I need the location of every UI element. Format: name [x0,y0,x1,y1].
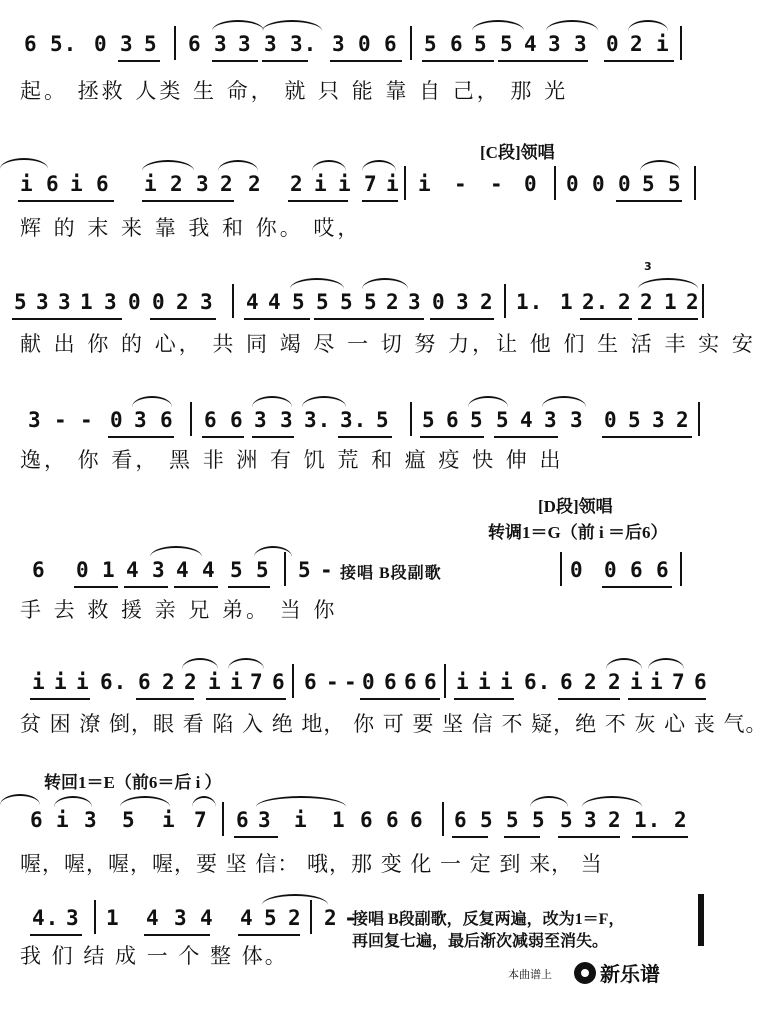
footer-note: 本曲谱上 [508,968,552,981]
notation-row-6: i i i 6. 6 2 2 i i 7 6 6 - - 0 6 6 6 i i i 6. 6 2 2 i i 7 6 [14,668,690,700]
instruction-line-2: 再回复七遍，最后渐次减弱至消失。 [352,933,609,950]
lyrics-row-2: 辉 的 末 来 靠 我 和 你。 哎， [20,216,362,240]
lyrics-row-8: 我 们 结 成 一 个 整 体。 [20,944,288,968]
lyrics-row-3: 献 出 你 的 心， 共 同 竭 尽 一 切 努 力，让 他 们 生 活 丰 实 安 [20,332,756,356]
notation-row-7: 6 i 3 5 i 7 6 3 i 1 6 6 6 6 5 5 5 5 3 2 1. 2 [14,806,690,838]
score-system-1 [0,30,700,160]
score-system-2 [0,143,700,280]
lyrics-row-1: 起。 拯救 人类 生 命， 就 只 能 靠 自 己， 那 光 [20,79,569,103]
notation-row-5: 6 0 1 4 3 4 4 5 5 5 - 接唱 B段副歌 0 0 6 6 [14,556,690,588]
notation-row-4: 3 - - 0 3 6 6 6 3 3 3. 3. 5 5 6 5 5 4 3 3 0 5 3 2 [14,406,690,438]
triplet-mark: 3 [644,260,652,273]
instruction-inline: 接唱 B段副歌 [340,565,442,582]
notation-row-8: 4. 3 1 4 3 4 4 5 2 2 - [14,904,690,936]
section-label-d: [D段]领唱 [538,497,613,516]
modulation-label: 转调1＝G（前 i ＝后6） [488,523,668,542]
notation-row-2: i 6 i 6 i 2 3 2 2 2 i i 7 i i - - 0 0 0 0 5 5 [14,170,690,202]
lyrics-row-5: 手 去 救 援 亲 兄 弟。 当 你 [20,598,338,622]
lyrics-row-6: 贫 困 潦 倒，眼 看 陷 入 绝 地， 你 可 要 坚 信 不 疑，绝 不 灰 心 丧 气。 [20,712,768,736]
logo-text: 新乐谱 [600,962,660,986]
record-disc-icon [574,962,596,984]
lyrics-row-7: 喔，喔，喔，喔，要 坚 信： 哦，那 变 化 一 定 到 来， 当 [20,852,603,876]
notation-row-1: 6 5. 0 3 5 6 3 3 3 3. 3 0 6 5 6 5 5 4 3 3 0 2 i [14,30,690,62]
modulation-back-label: 转回1＝E（前6＝后 i ） [44,773,222,792]
instruction-line-1: 接唱 B段副歌，反复两遍，改为1＝F， [352,911,625,928]
site-logo [574,958,660,987]
score-system-3 [0,260,756,418]
score-system-5 [0,497,700,686]
lyrics-row-4: 逸， 你 看， 黑 非 洲 有 饥 荒 和 瘟 疫 快 伸 出 [20,448,564,472]
section-label-c: [C段]领唱 [480,143,555,162]
notation-row-3: 5 3 3 1 3 0 0 2 3 4 4 5 5 5 5 2 3 0 3 2 1. 1 2. 2 2 1 2 [14,288,690,320]
